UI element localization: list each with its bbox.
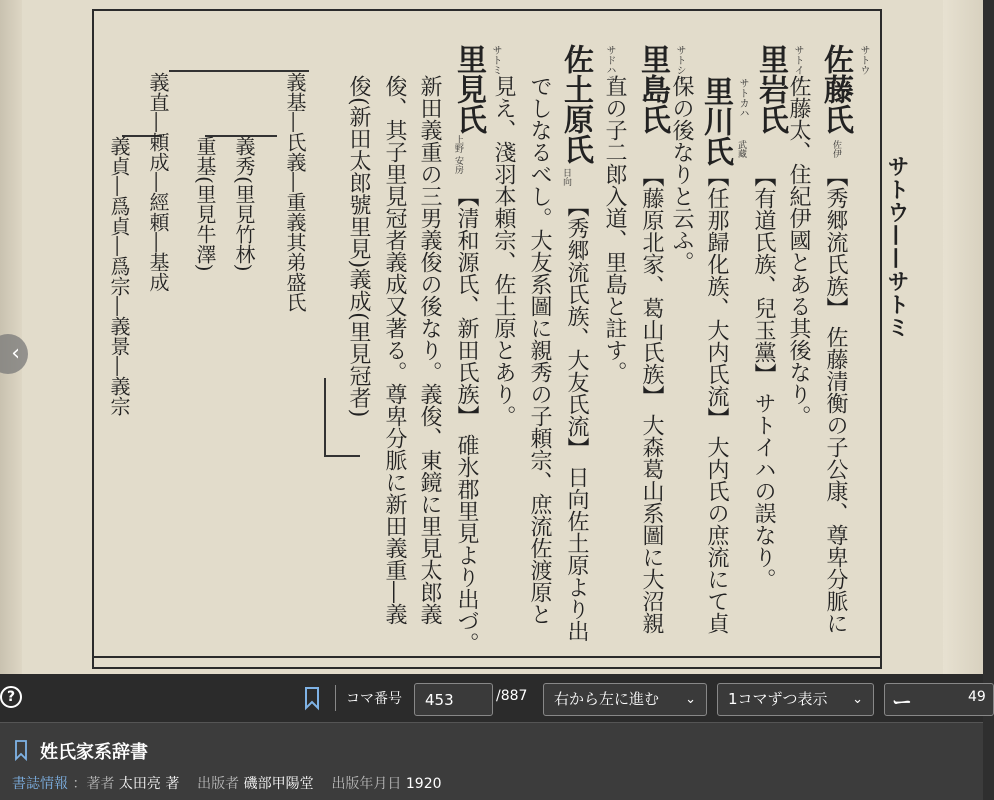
bookmark-icon[interactable] xyxy=(13,740,29,760)
frame-total: /887 xyxy=(496,688,528,704)
book-title: 姓氏家系辞書 xyxy=(40,742,148,763)
entry-ruby: サトシマ xyxy=(674,45,685,85)
genea-line-text: 義直―頼成―經頼―基成 xyxy=(146,72,170,292)
genea-line-text: 義貞―爲貞―爲宗―義景―義宗 xyxy=(107,136,131,416)
entry-text: 【秀郷流氏族】 佐藤清衡の子公康、尊卑分脈に xyxy=(823,165,848,634)
entry-name: 里島氏 xyxy=(635,44,670,134)
author-label: ：著者 xyxy=(72,776,115,792)
genea-line xyxy=(324,455,360,457)
entry-province: 武藏 xyxy=(736,140,746,158)
entry-name: 佐土原氏 xyxy=(558,44,593,164)
prev-page-button[interactable] xyxy=(0,334,28,374)
genea-line-text: 義基―氏義―重義其弟盛氏 xyxy=(283,72,307,312)
entry-name: 里川氏 xyxy=(698,76,733,166)
publisher-value: 磯部甲陽堂 xyxy=(243,776,314,792)
entry-text: 見え、淺羽本頼宗、佐土原とあり。 xyxy=(491,75,516,427)
running-head: サトウ——サトミ xyxy=(884,155,910,339)
entry-text: でしなるべし。大友系圖に親秀の子頼宗、庶流佐渡原と xyxy=(527,75,552,625)
entry-province: 上野 安房 xyxy=(453,135,463,174)
genea-line xyxy=(324,378,326,456)
date-value: 1920 xyxy=(405,776,442,792)
entry-name: 里見氏 xyxy=(451,44,486,134)
entry-ruby: サトミ xyxy=(490,45,501,75)
entry-text: 俊、其子里見冠者義成又著る。尊卑分脈に新田義重―義 xyxy=(382,75,407,625)
entry-text: 新田義重の三男義俊の後なり。義俊、東鏡に里見太郎義 xyxy=(417,75,442,625)
entry-text: 【藤原北家、葛山氏族】 大森葛山系圖に大沼親 xyxy=(639,165,664,634)
publisher-label: 出版者 xyxy=(197,776,240,792)
view-mode-select[interactable] xyxy=(717,683,874,716)
genea-line-text: 重基(里見牛澤) xyxy=(193,136,217,272)
page-bottom-rule xyxy=(92,656,882,658)
frame-number-input[interactable] xyxy=(414,683,493,716)
entry-text: 【清和源氏、新田氏族】 碓氷郡里見より出づ。 xyxy=(454,185,479,654)
bibliographic-info xyxy=(12,773,442,793)
entry-text: 【有道氏族、兒玉黨】 サトイハの誤なり。 xyxy=(751,165,776,590)
entry-name: 佐藤氏 xyxy=(818,44,853,134)
question-circle-icon[interactable]: ? xyxy=(0,686,22,708)
bookmark-icon[interactable] xyxy=(301,686,323,710)
direction-select-value: 右から左に進む xyxy=(554,690,660,708)
chevron-down-icon: ⌄ xyxy=(685,692,696,707)
author-value: 太田亮 著 xyxy=(118,776,180,792)
entry-text: 直の子二郎入道、里島と註す。 xyxy=(602,75,627,383)
bibliographic-info-link[interactable]: 書誌情報 xyxy=(12,776,68,792)
entry-text: 【秀郷流氏族、大友氏流】 日向佐土原より出 xyxy=(564,195,589,642)
toolbar-divider xyxy=(335,685,336,711)
genea-line-text: 義秀(里見竹林) xyxy=(232,136,256,272)
entry-province: 佐伊 xyxy=(831,140,841,158)
chevron-left-icon: ‹ xyxy=(11,341,20,366)
entry-ruby: サトカハ xyxy=(737,78,748,118)
chevron-down-icon: ⌄ xyxy=(852,692,863,707)
entry-ruby: サトイハ xyxy=(792,45,803,85)
zoom-out-button[interactable]: ー xyxy=(892,690,912,714)
entry-province: 日向 xyxy=(561,168,571,186)
entry-text: 保の後なりと云ふ。 xyxy=(669,75,694,273)
entry-text: 【任那歸化族、大内氏流】 大内氏の庶流にて貞 xyxy=(704,165,729,634)
view-mode-select-value: 1コマずつ表示 xyxy=(728,690,828,708)
page-edge xyxy=(943,0,983,674)
entry-text: 佐藤太、住紀伊國とある其後なり。 xyxy=(786,75,811,427)
entry-text: 俊(新田太郎號里見)義成(里見冠者) xyxy=(346,75,371,418)
date-label: 出版年月日 xyxy=(331,776,402,792)
entry-ruby: サドハラ xyxy=(604,45,615,85)
entry-name: 里岩氏 xyxy=(753,44,788,134)
direction-select[interactable] xyxy=(543,683,707,716)
frame-number-label: コマ番号 xyxy=(346,691,402,707)
zoom-value[interactable]: 49 xyxy=(968,689,986,705)
entry-ruby: サトウ xyxy=(858,45,869,75)
